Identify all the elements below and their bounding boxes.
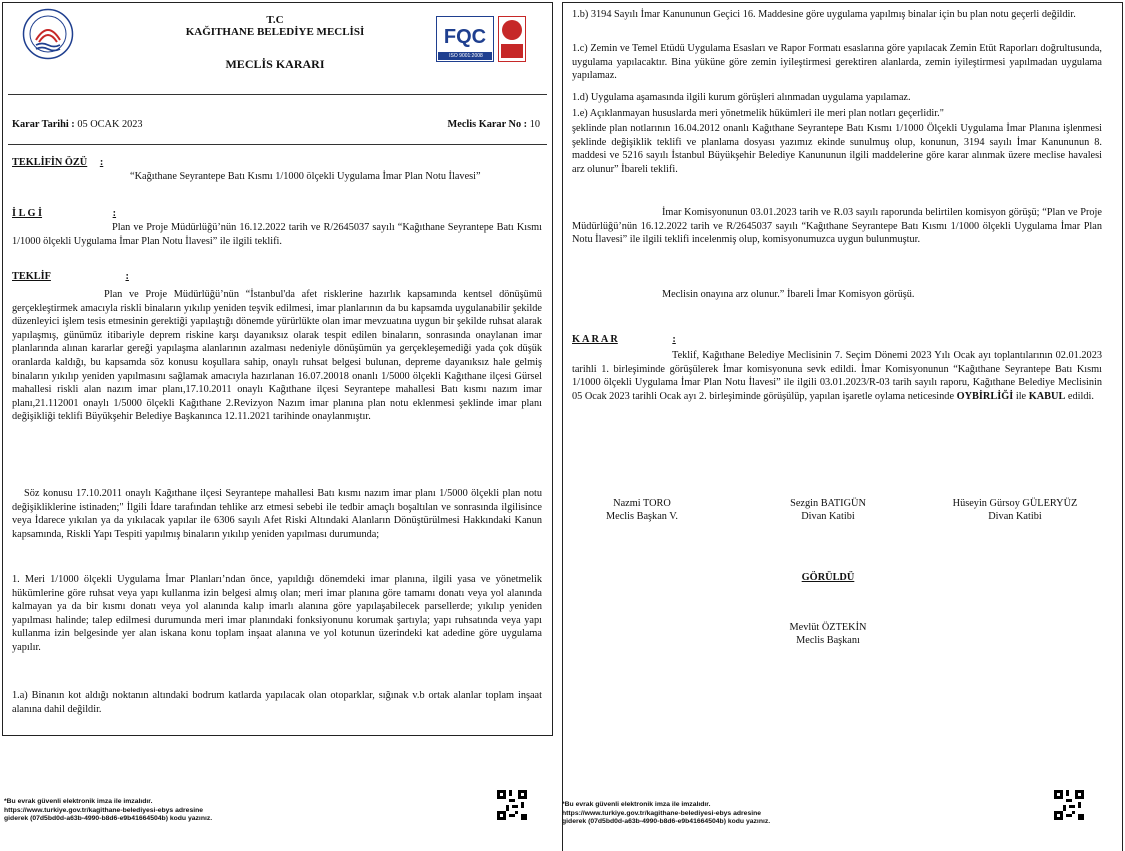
e-signature-line-3: giderek (07d5bd0d-a63b-4990-b8d6-e9b41664504b) kodu yazınız.	[562, 818, 771, 825]
header-tc: T.C	[266, 14, 284, 26]
teklif-closing: şeklinde plan notlarının 16.04.2012 onanlı Kağıthane Seyrantepe Batı Kısmı 1/1000 Ölçekli Uygulama İmar Planına işlenmesi şeklinde değişiklik teklifi ve planlama dosyası yazımız ekinde sunulmuş olup, konunun, 3194 sayılı İmar Kanununun 8. maddesi ve 5216 sayılı İstanbul Büyükşehir Belediye Kanununun ilgili maddelerine göre karar alınmak üzere meclise havalesi arz olunur” İbareli teklifi.	[572, 123, 1102, 175]
karar-title: K A R A R	[572, 334, 618, 345]
goruldu-signature	[758, 621, 898, 647]
qr-code[interactable]	[1054, 790, 1084, 820]
karar-ile: ile	[1013, 390, 1029, 402]
signature-title: Divan Katibi	[801, 511, 855, 522]
teklif-heading	[12, 270, 129, 283]
komisyon-arz: Meclisin onayına arz olunur.” İbareli İmar Komisyon görüşü.	[662, 289, 915, 300]
teklif-paragraph-3: 1. Meri 1/1000 ölçekli Uygulama İmar Planları’ndan önce, yapıldığı dönemdeki imar planına, ilgili yasa ve yönetmelik hükümlerine göre ruhsat veya yapı kullanma izin belgesi almış olan; meri imar planına göre tamamı donatı veya yol alanında kalmayan ya da bir kısmı donatı veya yol alanında kalıp imarlı alanına göre yapılaşabilecek parsellerde; yıkılıp yeniden yapılması halinde; talep edilmesi durumunda meri imar planındaki fonksiyonunu korumak şartıyla; yapı ruhsatında veya yapı kullanma izin belgesinde yer alan iskana konu toplam inşaat alanına ve yol kotunun üzerindeki kat adedine göre uygulama yapılır.	[12, 574, 542, 653]
meta-divider	[8, 144, 547, 145]
goruldu-title: GÖRÜLDÜ	[801, 572, 855, 583]
ozu-text: “Kağıthane Seyrantepe Batı Kısmı 1/1000 ölçekli Uygulama İmar Plan Notu İlavesi”	[130, 171, 481, 182]
header-council-name: KAĞITHANE BELEDİYE MECLİSİ	[185, 26, 365, 38]
header-doc-type: MECLİS KARARI	[225, 57, 325, 71]
teklif-colon: :	[125, 271, 129, 282]
karar-colon: :	[672, 334, 676, 345]
municipality-logo	[22, 8, 74, 60]
decision-number-label: Meclis Karar No :	[447, 119, 528, 130]
e-signature-line-1: *Bu evrak güvenli elektronik imza ile imzalıdır.	[562, 801, 711, 808]
turkak-badge	[498, 16, 526, 62]
ozu-heading	[12, 156, 103, 169]
svg-text:FQC: FQC	[443, 26, 487, 48]
karar-end: edildi.	[1065, 390, 1094, 402]
signature-name: Nazmi TORO	[613, 498, 671, 509]
komisyon-opinion: İmar Komisyonunun 03.01.2023 tarih ve R.03 sayılı raporunda belirtilen komisyon görüşü; “Plan ve Proje Müdürlüğü’nün 16.12.2022 tarih ve R/2645037 sayılı “Kağıthane Seyrantepe Batı Kısmı 1/1000 ölçekli Uygulama İmar Plan Notu İlavesi” ile ilgili teklifi incelenmiş olup, komisyonumuzca uygun bulunmuştur.	[572, 207, 1102, 246]
ozu-title: TEKLİFİN ÖZÜ	[12, 157, 88, 168]
qr-code[interactable]	[497, 790, 527, 820]
ilgi-text: Plan ve Proje Müdürlüğü’nün 16.12.2022 tarih ve R/2645037 sayılı “Kağıthane Seyrantepe Batı Kısmı 1/1000 ölçekli Uygulama İmar Plan Notu İlavesi” ile ilgili teklifi.	[12, 222, 542, 247]
signature-title: Meclis Başkanı	[796, 635, 860, 646]
signature-title: Meclis Başkan V.	[606, 511, 678, 522]
e-signature-line-2: https://www.turkiye.gov.tr/kagithane-belediyesi-ebys adresine	[562, 809, 762, 817]
karar-heading	[572, 333, 676, 346]
decision-date-label: Karar Tarihi :	[12, 119, 75, 130]
ilgi-colon: :	[112, 208, 117, 219]
decision-date	[12, 118, 143, 131]
signature-name: Hüseyin Gürsoy GÜLERYÜZ	[952, 498, 1078, 509]
plan-note-1b: 1.b) 3194 Sayılı İmar Kanununun Geçici 16. Maddesine göre uygulama yapılmış binalar için bu plan notu geçerli değildir.	[572, 9, 1076, 20]
e-signature-line-1: *Bu evrak güvenli elektronik imza ile imzalıdır.	[4, 798, 153, 805]
signature-block-2	[758, 497, 898, 523]
karar-kabul: KABUL	[1028, 390, 1066, 402]
ilgi-title: İ L G İ	[12, 208, 43, 219]
plan-note-1e: 1.e) Açıklanmayan hususlarda meri yönetmelik hükümleri ile meri plan notları geçerlidir."	[572, 108, 944, 119]
plan-note-1d: 1.d) Uygulama aşamasında ilgili kurum görüşleri alınmadan uygulama yapılamaz.	[572, 92, 911, 103]
e-signature-note	[562, 801, 770, 827]
header-divider	[8, 94, 547, 95]
signature-title: Divan Katibi	[988, 511, 1042, 522]
teklif-title: TEKLİF	[12, 271, 51, 282]
teklif-paragraph-4: 1.a) Binanın kot aldığı noktanın altındaki bodrum katlarda yapılacak olan otoparklar, sığınak v.b ortak alanlar toplam inşaat alanına dahil değildir.	[12, 690, 542, 715]
e-signature-line-2: https://www.turkiye.gov.tr/kagithane-belediyesi-ebys adresine	[4, 806, 204, 814]
teklif-paragraph-2: Söz konusu 17.10.2011 onaylı Kağıthane ilçesi Seyrantepe mahallesi Batı kısmı nazım imar planı 1/5000 ölçekli plan notu değişikliklerine istinaden;" İlgili İdare tarafından tehlike arz etmesi sebebi ile tedbir amaçlı boşaltılan ve sonrasında ilgilisince veya İdarece yıkılan ya da yıkılacak yapılar ile 6306 sayılı Afet Riski Altındaki Alanların Dönüştürülmesi Hakkındaki Kanun kapsamında, Riskli Yapı Tespiti yapılmış binaların yıkılıp yeniden yapılması durumunda;	[12, 488, 542, 540]
signature-name: Mevlüt ÖZTEKİN	[789, 622, 867, 633]
iso-label: ISO 9001:2008	[449, 53, 483, 59]
signature-name: Sezgin BATIGÜN	[790, 498, 866, 509]
decision-number	[390, 118, 540, 131]
signature-block-3	[920, 497, 1110, 523]
e-signature-note	[4, 798, 212, 824]
ozu-colon: :	[99, 157, 104, 168]
document-page-1	[0, 0, 555, 851]
signature-block-1	[572, 497, 712, 523]
goruldu-heading	[758, 571, 898, 584]
ilgi-heading	[12, 207, 116, 220]
decision-number-value: 10	[529, 119, 540, 130]
karar-text-body: Teklif, Kağıthane Belediye Meclisinin 7. Seçim Dönemi 2023 Yılı Ocak ayı toplantılarının 02.01.2023 tarihli 1. birleşiminde görüşülerek İmar komisyonuna sevk edildi. İmar Komisyonunun “Kağıthane Seyrantepe Batı Kısmı 1/1000 ölçekli Uygulama İmar Plan Notu İlavesi” ile ilgili 03.01.2023/R-03 tarih sayılı raporu, Kağıthane Belediye Meclisinin 05 Ocak 2023 tarihli Ocak ayı 2. birleşiminde görüşülüp, yapılan işaretle oylama neticesinde	[572, 350, 1102, 402]
plan-note-1c: 1.c) Zemin ve Temel Etüdü Uygulama Esasları ve Rapor Formatı esaslarına göre yapılacak Zemin Etüt Raporları doğrultusunda, uygulama yapılacaktır. Bina yüküne göre zemin iyileştirmesi gerektiren alanlarda, zemin iyileştirmesi yapılmadan uygulama yapılamaz.	[572, 43, 1102, 82]
decision-date-value: 05 OCAK 2023	[77, 119, 143, 130]
document-page-2	[562, 0, 1125, 851]
karar-text	[572, 349, 1102, 403]
e-signature-line-3: giderek (07d5bd0d-a63b-4990-b8d6-e9b41664504b) kodu yazınız.	[4, 815, 213, 822]
karar-oybirligi: OYBİRLİĞİ	[956, 390, 1014, 402]
teklif-paragraph-1: Plan ve Proje Müdürlüğü’nün “İstanbul'da afet risklerine hazırlık kapsamında kentsel dönüşümü gerçekleştirmek amacıyla riskli binaların yıkılıp yeniden teşvik edilmesi, imar planlarının da bu kapsamda uygulanabilir şekilde düzenleyici işlem tesis etmesinin gerektiği yapılaştığı dönemde yürürlükte olan imar mevzuatına uygun bir şekilde ruhsat alarak yapılaşmış, günümüz itibariyle deprem riskine karşı dayanıksız olarak tespit edilen binaların, sonrasında onaylanan imar planlarında alınan kararlar gereği yapılaşma alanlarının azalması nedeniyle dönüşümün ya gerçekleşemediği yada çok düşük oranlarda kaldığı, bu kapsamda söz konusu koşullara sahip, onaylı ruhsat belgesi bulunan, depreme dayanıksız hale gelmiş binaların yıkılıp yeniden yapılmasını sağlamak amacıyla hazırlanan 16.07.20018 onanlı 1/5000 ölçekli Kağıthane ilçesi Gürsel mahallesi riskli alan nazım imar planı,17.10.2011 onaylı Kağıthane ilçesi Seyrantepe mahallesi Batı kısmı nazım imar planı,21.112001 onaylı 1/5000 ölçekli Kağıthane 2.Revizyon Nazım imar planına plan notu eklenmesi şeklinde imar planı değişikliği teklifi Büyükşehir Belediye Başkanınca 12.11.2021 tarihinde onaylanmıştır.	[12, 289, 542, 423]
